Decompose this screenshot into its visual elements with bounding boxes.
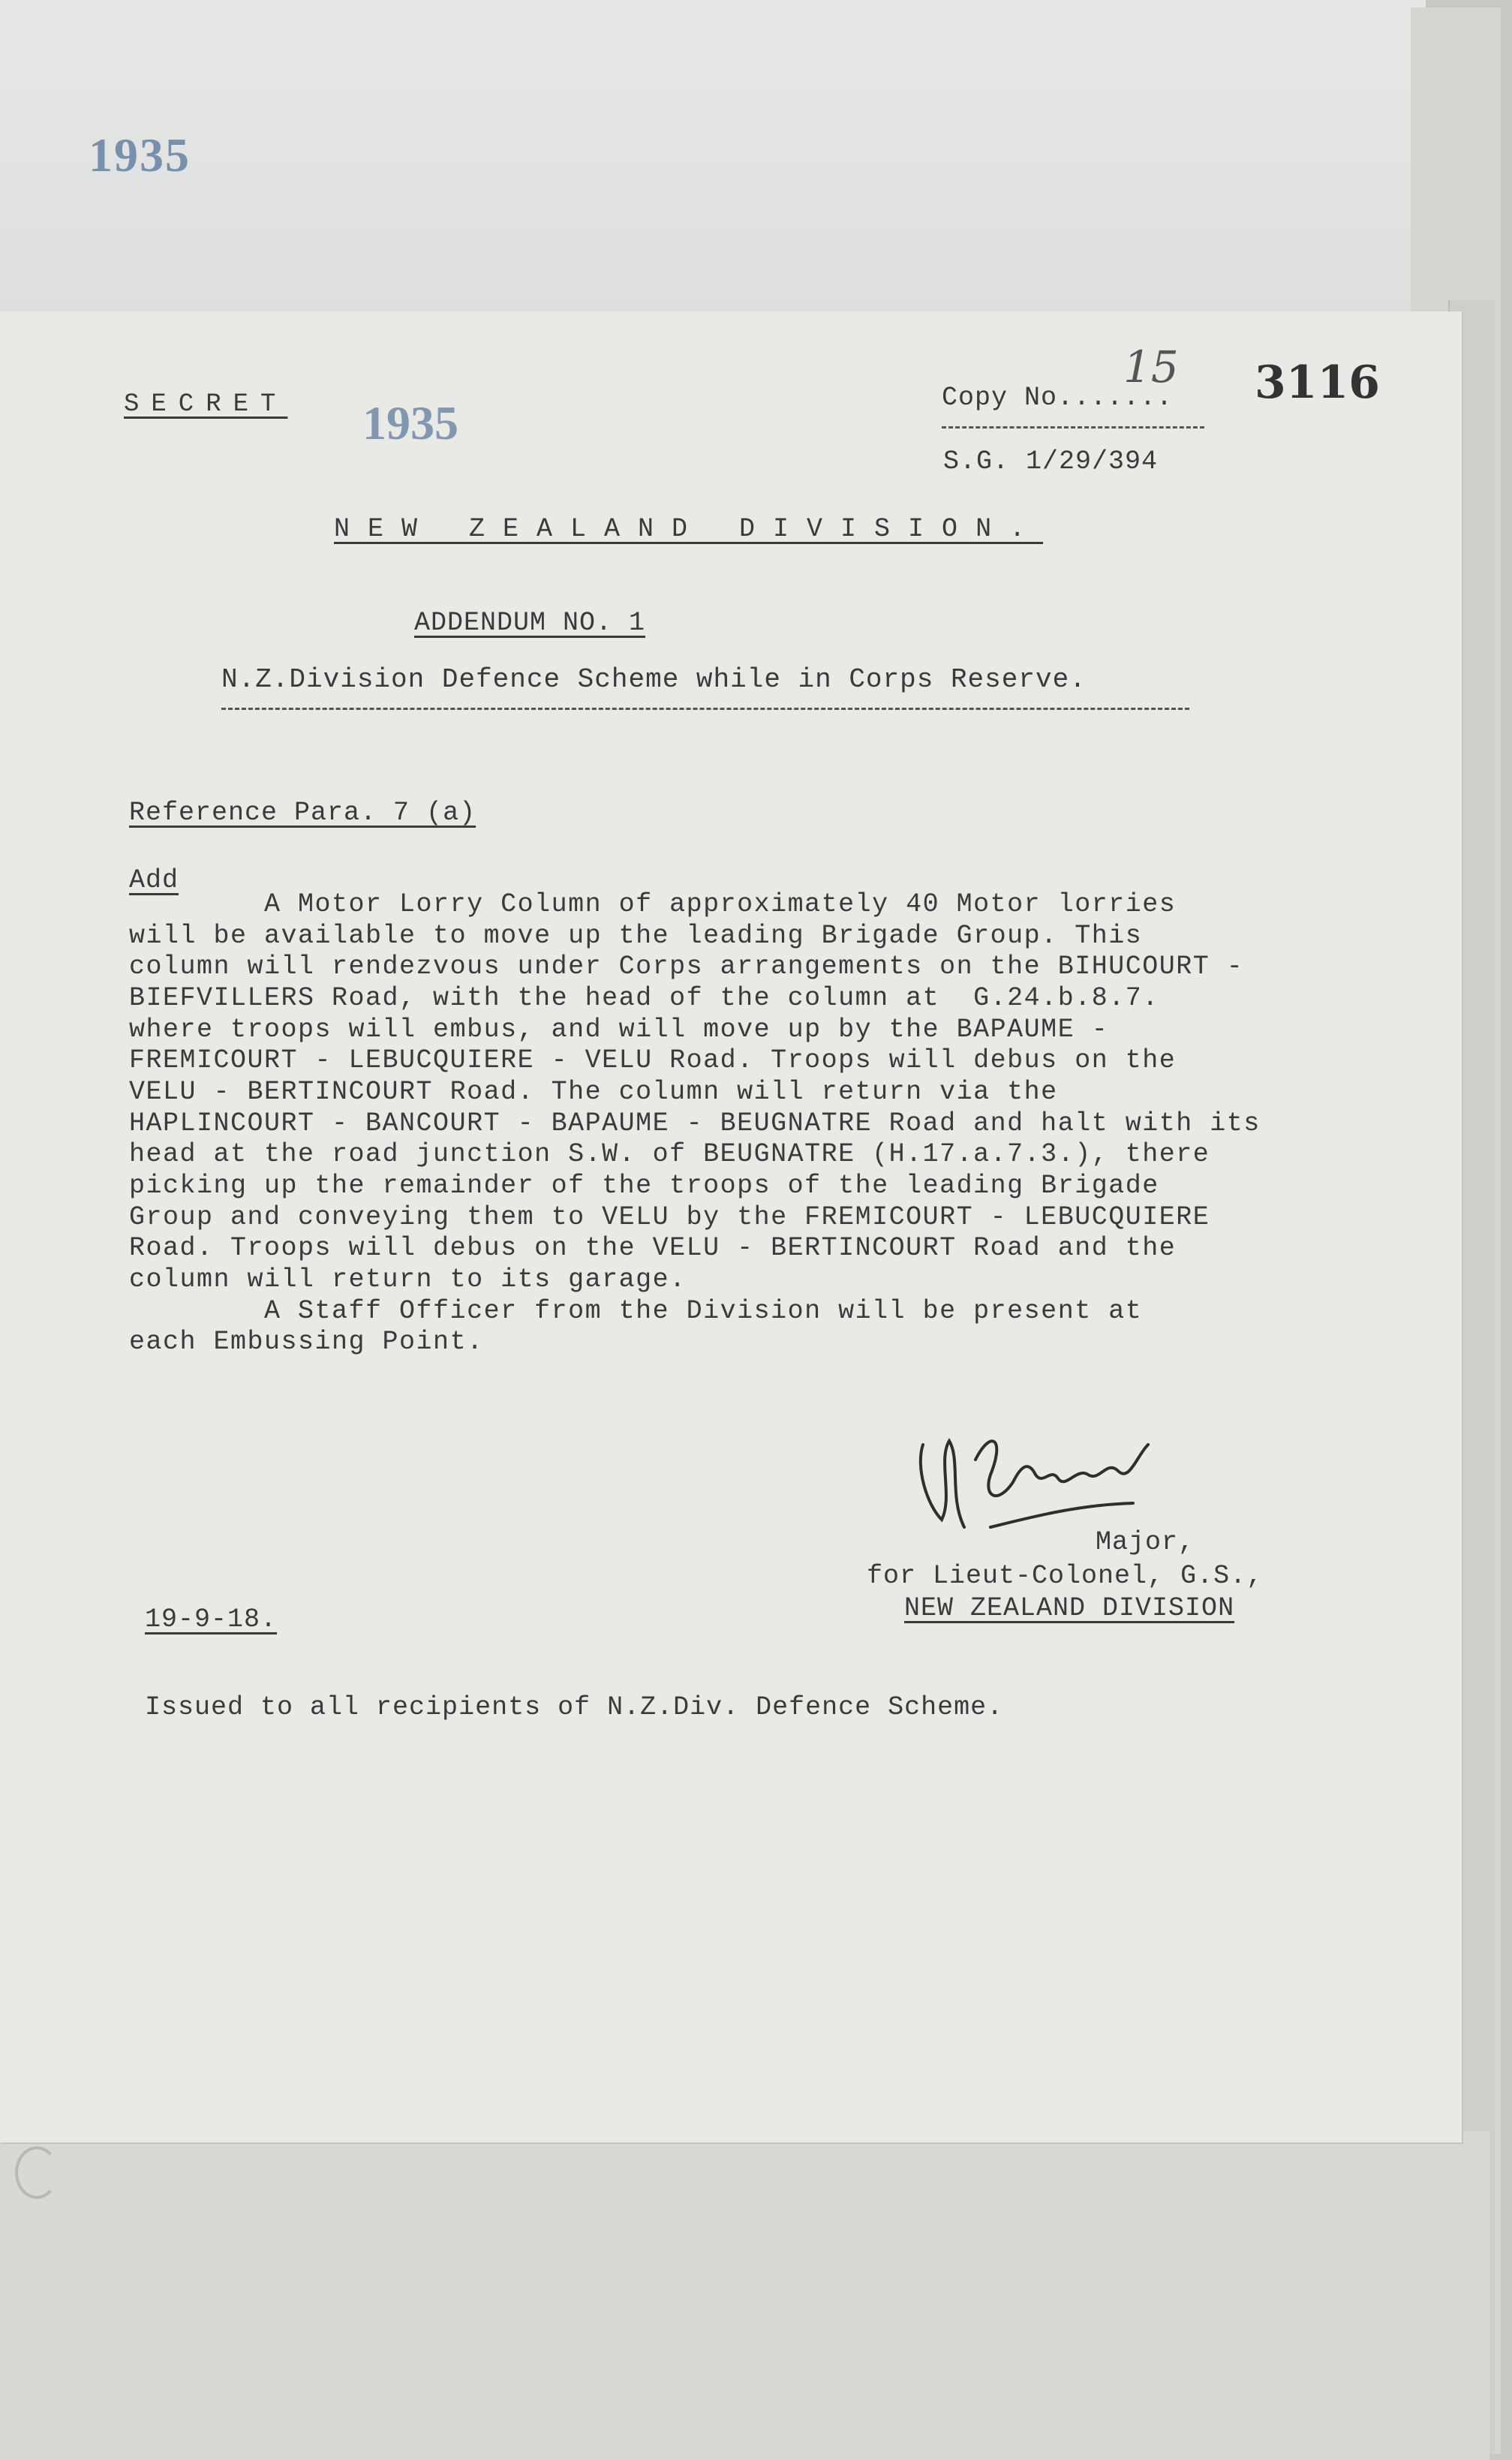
signature-on-behalf: for Lieut-Colonel, G.S.,: [867, 1561, 1264, 1591]
addendum-title: ADDENDUM NO. 1: [414, 608, 646, 638]
background-sheet: [0, 0, 1426, 345]
reference-number-handwritten: 3116: [1255, 356, 1380, 409]
divider-line: [942, 426, 1204, 429]
body-line: HAPLINCOURT - BANCOURT - BAPAUME - BEUGNATRE Road and halt with its: [129, 1108, 1261, 1138]
date-stamp: 1935: [362, 396, 458, 450]
classification-label: SECRET: [124, 390, 288, 419]
body-line: Group and conveying them to VELU by the FREMICOURT - LEBUCQUIERE: [129, 1202, 1210, 1232]
punch-hole: [15, 2146, 59, 2199]
copy-number-label: Copy No.......: [942, 383, 1174, 413]
add-label: Add: [129, 865, 179, 895]
body-line: FREMICOURT - LEBUCQUIERE - VELU Road. Troops will debus on the: [129, 1045, 1177, 1075]
bottom-sheet: [0, 2131, 1489, 2460]
body-line: A Motor Lorry Column of approximately 40 Motor lorries: [129, 889, 1177, 919]
body-line: column will return to its garage.: [129, 1265, 687, 1295]
distribution-note: Issued to all recipients of N.Z.Div. Defence Scheme.: [145, 1692, 1004, 1722]
file-reference: S.G. 1/29/394: [943, 447, 1159, 477]
body-line: column will rendezvous under Corps arrangements on the BIHUCOURT -: [129, 952, 1244, 982]
background-stamp: 1935: [89, 128, 191, 182]
body-line: will be available to move up the leading Brigade Group. This: [129, 921, 1143, 951]
body-line: each Embussing Point.: [129, 1327, 484, 1357]
document-subtitle: N.Z.Division Defence Scheme while in Corps Reserve.: [221, 664, 1087, 695]
body-line: A Staff Officer from the Division will be present at: [129, 1296, 1143, 1326]
document-page: [0, 311, 1462, 2143]
body-line: picking up the remainder of the troops of the leading Brigade: [129, 1171, 1159, 1201]
body-line: where troops will embus, and will move up by the BAPAUME -: [129, 1015, 1109, 1045]
divider-line: [221, 708, 1189, 710]
body-line: head at the road junction S.W. of BEUGNATRE (H.17.a.7.3.), there: [129, 1139, 1210, 1169]
document-date: 19-9-18.: [145, 1604, 278, 1634]
division-title: NEW ZEALAND DIVISION.: [334, 514, 1044, 544]
body-line: Road. Troops will debus on the VELU - BERTINCOURT Road and the: [129, 1233, 1177, 1263]
copy-number-handwritten: 15: [1123, 341, 1179, 392]
reference-heading: Reference Para. 7 (a): [129, 798, 476, 828]
signature-unit: NEW ZEALAND DIVISION: [904, 1593, 1235, 1623]
body-line: BIEFVILLERS Road, with the head of the column at G.24.b.8.7.: [129, 983, 1159, 1013]
body-line: VELU - BERTINCOURT Road. The column will return via the: [129, 1077, 1058, 1107]
signature-rank: Major,: [1096, 1527, 1195, 1557]
